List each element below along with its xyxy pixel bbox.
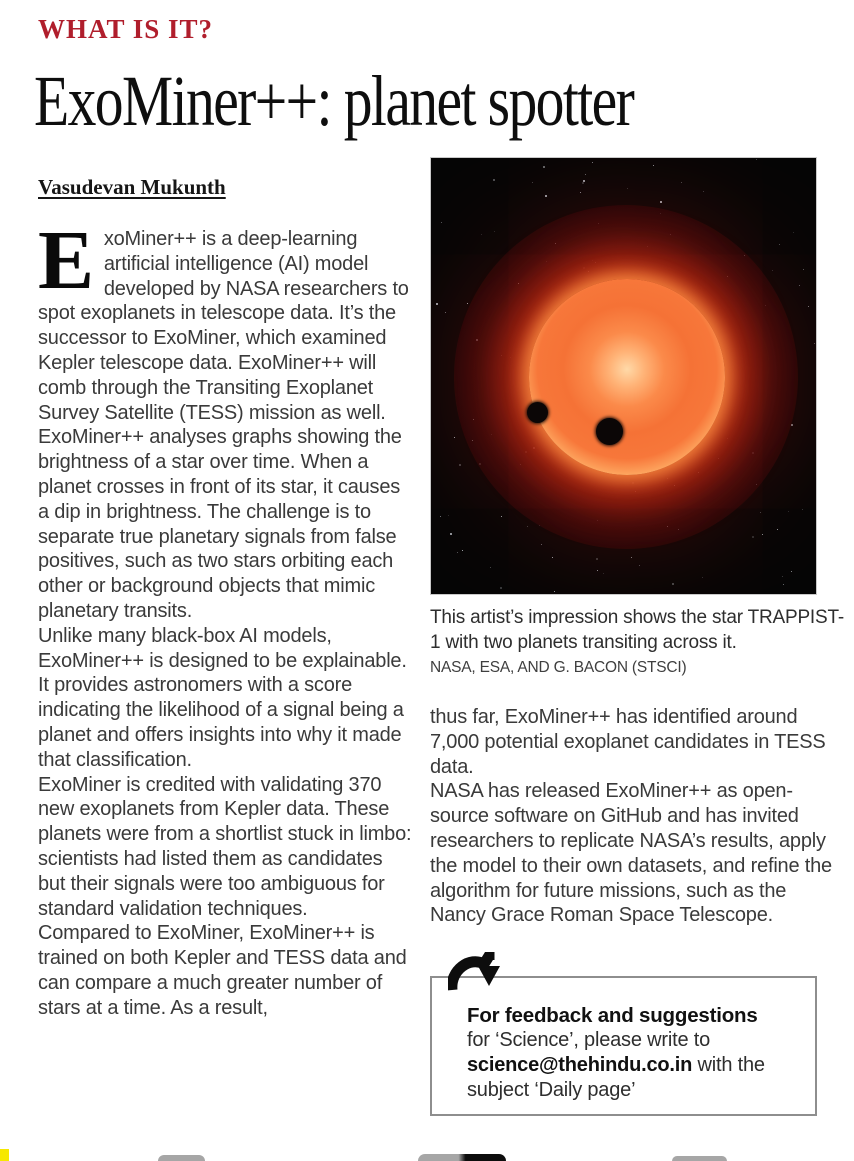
- article-headline: ExoMiner++: planet spotter: [34, 61, 634, 141]
- article-paragraph: Unlike many black-box AI models, ExoMiner++ is designed to be explainable. It provides astronomers with a score indicating the likelihood of a signal being a planet and offers insights into why it made that classification.: [38, 624, 407, 771]
- planet-silhouette-left: [527, 402, 548, 423]
- feedback-line: [467, 1053, 795, 1078]
- image-credit: NASA, ESA, AND G. BACON (STSCI): [430, 659, 687, 676]
- figure-caption-block: [430, 605, 846, 677]
- article-left-column: [38, 175, 414, 1021]
- feedback-title: For feedback and suggestions: [467, 1004, 758, 1028]
- article-paragraph: Compared to ExoMiner, ExoMiner++ is trained on both Kepler and TESS data and can compare a much greater number of stars at a time. As a result,: [38, 922, 407, 1019]
- bottom-bar-button[interactable]: [672, 1156, 727, 1161]
- article-paragraph: [38, 214, 414, 425]
- article-paragraph: ExoMiner is credited with validating 370 new exoplanets from Kepler data. These planets were from a shortlist stuck in limbo: scientists had listed them as candidates but their signals were too ambiguous for standard validation techniques.: [38, 773, 412, 920]
- article-paragraph: thus far, ExoMiner++ has identified around 7,000 potential exoplanet candidates in TESS data.: [430, 706, 826, 778]
- section-kicker: WHAT IS IT?: [38, 14, 214, 44]
- article-paragraph: NASA has released ExoMiner++ as open-source software on GitHub and has invited researchers to replicate NASA’s results, apply the model to their own datasets, and refine the algorithm for future missions, such as the Nancy Grace Roman Space Telescope.: [430, 780, 832, 927]
- feedback-box: [430, 976, 817, 1116]
- feedback-line-suffix: with the: [692, 1054, 765, 1077]
- feedback-line: subject ‘Daily page’: [467, 1079, 636, 1102]
- article-figure: [430, 157, 846, 677]
- feedback-email: science@thehindu.co.in: [467, 1054, 693, 1077]
- star-disk: [529, 279, 725, 475]
- article-right-column: [430, 157, 846, 1116]
- bottom-bar-button[interactable]: [158, 1155, 205, 1161]
- byline: Vasudevan Mukunth: [38, 175, 226, 199]
- drop-cap: E: [38, 214, 94, 307]
- page-corner-yellow-mark: [0, 1149, 9, 1161]
- trappist-1-image: [430, 157, 817, 595]
- article-paragraph: ExoMiner++ analyses graphs showing the brightness of a star over time. When a planet crosses in front of its star, it causes a dip in brightness. The challenge is to separate true planetary signals from false positives, such as two stars orbiting each other or background objects that mimic planetary transits.: [38, 426, 402, 622]
- image-caption: This artist’s impression shows the star TRAPPIST-1 with two planets transiting across it.: [430, 607, 844, 653]
- curved-arrow-icon: [448, 952, 506, 1004]
- paragraph-text: xoMiner++ is a deep-learning artificial intelligence (AI) model developed by NASA researchers to spot exoplanets in telescope data. It’s the successor to ExoMiner, which examined Kepler telescope data. ExoMiner++ will comb through the Transiting Exoplanet Survey Satellite (TESS) mission as well.: [38, 228, 409, 424]
- planet-silhouette-center: [596, 418, 623, 445]
- bottom-bar-button[interactable]: [418, 1154, 506, 1161]
- feedback-line: for ‘Science’, please write to: [467, 1029, 711, 1052]
